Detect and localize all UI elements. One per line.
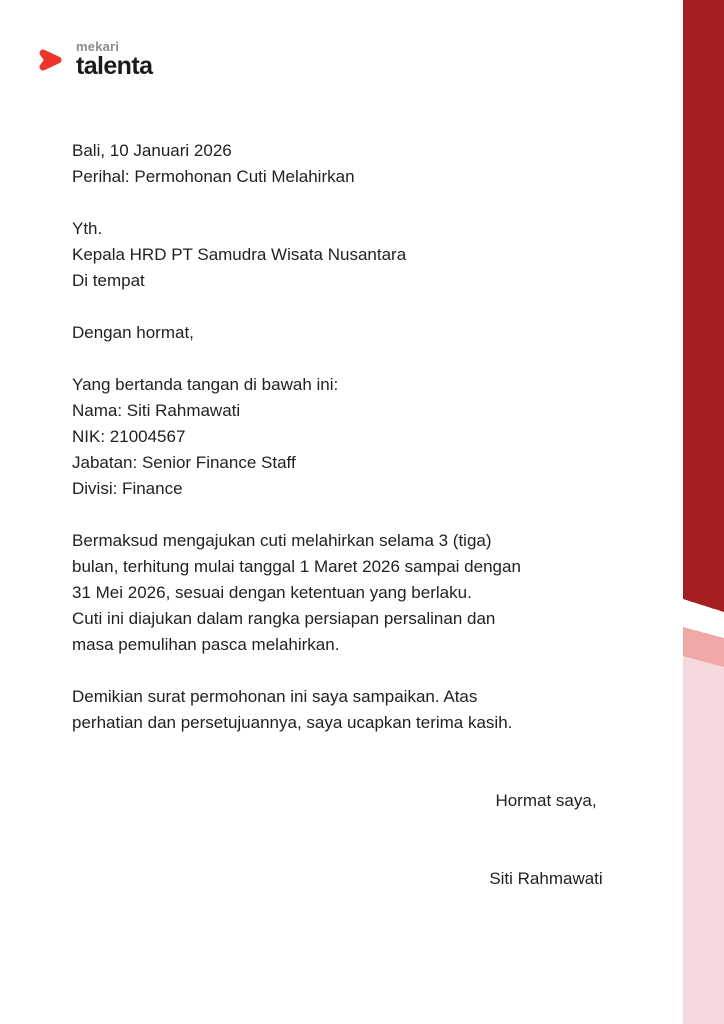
decor-dark-red-band	[683, 0, 724, 612]
signature-space	[446, 814, 646, 866]
salutation-line: Dengan hormat,	[72, 323, 194, 342]
identity-line: Nama: Siti Rahmawati	[72, 401, 241, 420]
identity-line: Yang bertanda tangan di bawah ini:	[72, 375, 339, 394]
identity-block	[72, 372, 646, 502]
request-line: 31 Mei 2026, sesuai dengan ketentuan yang berlaku.	[72, 583, 472, 602]
request-line: Cuti ini diajukan dalam rangka persiapan persalinan dan	[72, 609, 496, 628]
signature-name: Siti Rahmawati	[489, 869, 603, 888]
recipient-block	[72, 216, 646, 294]
brand-name-mekari: mekari	[76, 39, 120, 54]
decor-light-pink-band	[683, 656, 724, 1024]
date-subject-block	[72, 138, 646, 190]
closing-paragraph	[72, 684, 646, 736]
identity-line: NIK: 21004567	[72, 427, 186, 446]
identity-line: Jabatan: Senior Finance Staff	[72, 453, 296, 472]
mekari-arrow-icon	[36, 44, 66, 76]
request-line: Bermaksud mengajukan cuti melahirkan selama 3 (tiga)	[72, 531, 492, 550]
brand-wordmark	[76, 40, 152, 79]
closing-line: perhatian dan persetujuannya, saya ucapkan terima kasih.	[72, 713, 513, 732]
signature-opening: Hormat saya,	[495, 791, 597, 810]
request-paragraph	[72, 528, 646, 658]
recipient-line: Yth.	[72, 219, 103, 238]
date-place-line: Bali, 10 Januari 2026	[72, 141, 232, 160]
identity-line: Divisi: Finance	[72, 479, 183, 498]
recipient-line: Di tempat	[72, 271, 145, 290]
brand-name-talenta: talenta	[76, 52, 153, 80]
decor-stripe	[683, 0, 724, 1024]
decor-salmon-band	[683, 627, 724, 667]
request-line: bulan, terhitung mulai tanggal 1 Maret 2026 sampai dengan	[72, 557, 521, 576]
mekari-talenta-logo	[36, 40, 152, 79]
recipient-line: Kepala HRD PT Samudra Wisata Nusantara	[72, 245, 407, 264]
subject-line: Perihal: Permohonan Cuti Melahirkan	[72, 167, 355, 186]
signature-block	[446, 788, 646, 892]
letter-body	[72, 138, 646, 892]
salutation-block	[72, 320, 646, 346]
request-line: masa pemulihan pasca melahirkan.	[72, 635, 340, 654]
closing-line: Demikian surat permohonan ini saya sampaikan. Atas	[72, 687, 478, 706]
